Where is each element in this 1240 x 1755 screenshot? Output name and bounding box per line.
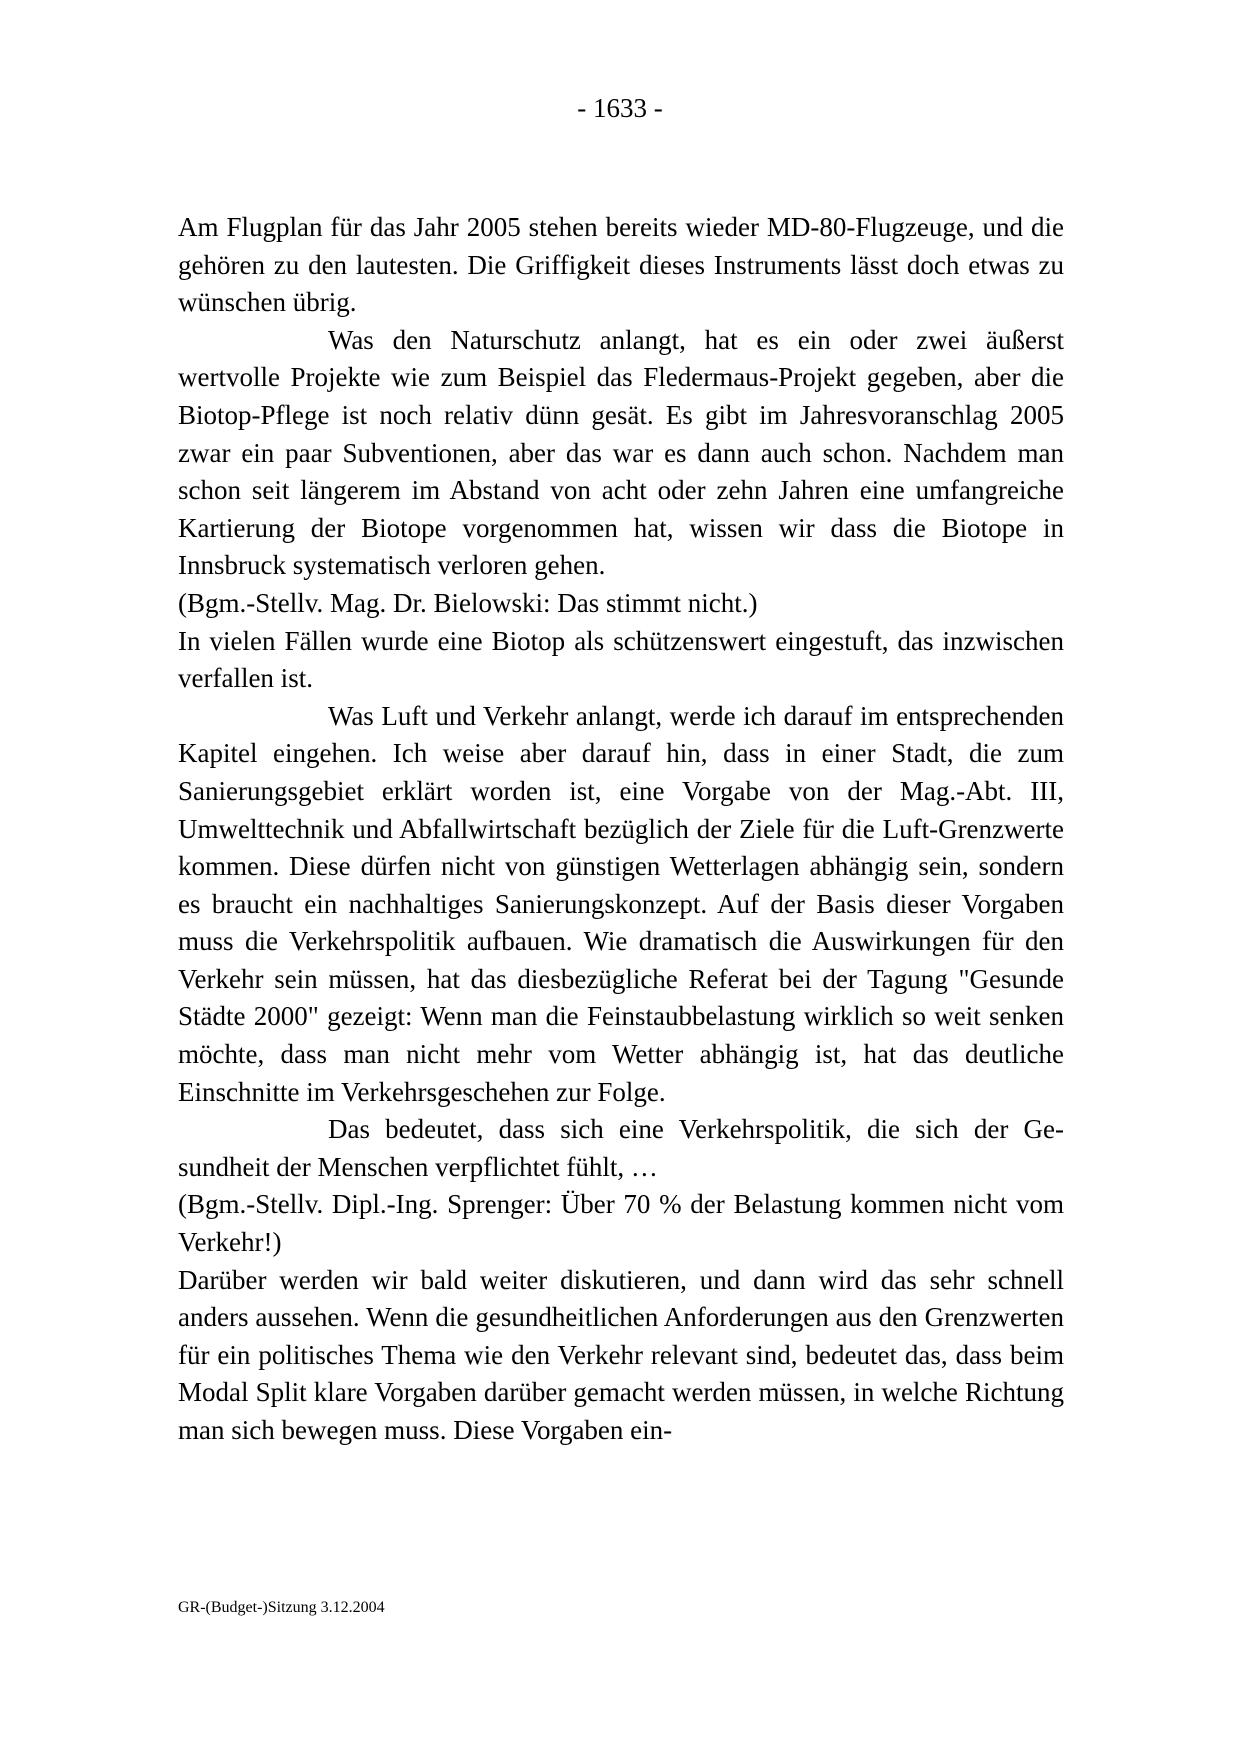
paragraph: Das bedeutet, dass sich eine Verkehrspolitik, die sich der Gesundheit der Menschen verpflichtet fühlt, … (178, 1114, 1064, 1182)
footer-session-label: GR-(Budget-)Sitzung 3.12.2004 (178, 1599, 385, 1616)
document-body (178, 209, 1064, 1450)
page-number: - 1633 - (577, 93, 663, 123)
paragraph: Darüber werden wir bald weiter diskutieren, und dann wird das sehr schnell anders aussehen. Wenn die gesundheitlichen Anforderungen aus den Grenzwerten für ein politisches Thema wie den Verkehr relevant sind, bedeutet das, dass beim Modal Split klare Vorgaben darüber gemacht werden müssen, in welche Richtung man sich bewegen muss. Diese Vorgaben ein- (178, 1264, 1064, 1445)
interjection: (Bgm.-Stellv. Dipl.-Ing. Sprenger: Über 70 % der Belastung kommen nicht vom Verkehr!) (178, 1189, 1064, 1258)
paragraph: Was Luft und Verkehr anlangt, werde ich darauf im entsprechenden Kapitel eingehen. Ich weise aber darauf hin, dass in einer Stadt, die zum Sanierungsgebiet erklärt worden ist, eine Vorgabe von der Mag.-Abt. III, Umwelttechnik und Abfallwirtschaft bezüglich der Ziele für die Luft-Grenzwerte kommen. Diese dürfen nicht von günstigen Wetterlagen abhängig sein, sondern es braucht ein nachhaltiges Sanierungskonzept. Auf der Basis dieser Vorgaben muss die Verkehrspolitik aufbauen. Wie dramatisch die Auswirkungen für den Verkehr sein müssen, hat das diesbezügliche Referat bei der Tagung "Gesunde Städte 2000" gezeigt: Wenn man die Feinstaubbelastung wirklich so weit senken möchte, dass man nicht mehr vom Wetter abhängig ist, hat das deutliche Einschnitte im Verkehrsgeschehen zur Folge. (178, 700, 1064, 1107)
paragraph: Am Flugplan für das Jahr 2005 stehen bereits wieder MD-80-Flugzeuge, und die gehören zu den lautesten. Die Griffigkeit dieses Instruments lässt doch etwas zu wünschen übrig. (178, 212, 1064, 318)
interjection: (Bgm.-Stellv. Mag. Dr. Bielowski: Das stimmt nicht.) (178, 587, 758, 618)
paragraph: Was den Naturschutz anlangt, hat es ein oder zwei äußerst wertvolle Projekte wie zum Beispiel das Fledermaus-Projekt gegeben, aber die Biotop-Pflege ist noch relativ dünn gesät. Es gibt im Jahresvoranschlag 2005 zwar ein paar Subventionen, aber das war es dann auch schon. Nachdem man schon seit längerem im Abstand von acht oder zehn Jahren eine umfangreiche Kartierung der Biotope vorgenommen hat, wissen wir dass die Biotope in Innsbruck systematisch verloren gehen. (178, 324, 1064, 581)
paragraph: In vielen Fällen wurde eine Biotop als schützenswert eingestuft, das inzwischen verfallen ist. (178, 625, 1064, 694)
